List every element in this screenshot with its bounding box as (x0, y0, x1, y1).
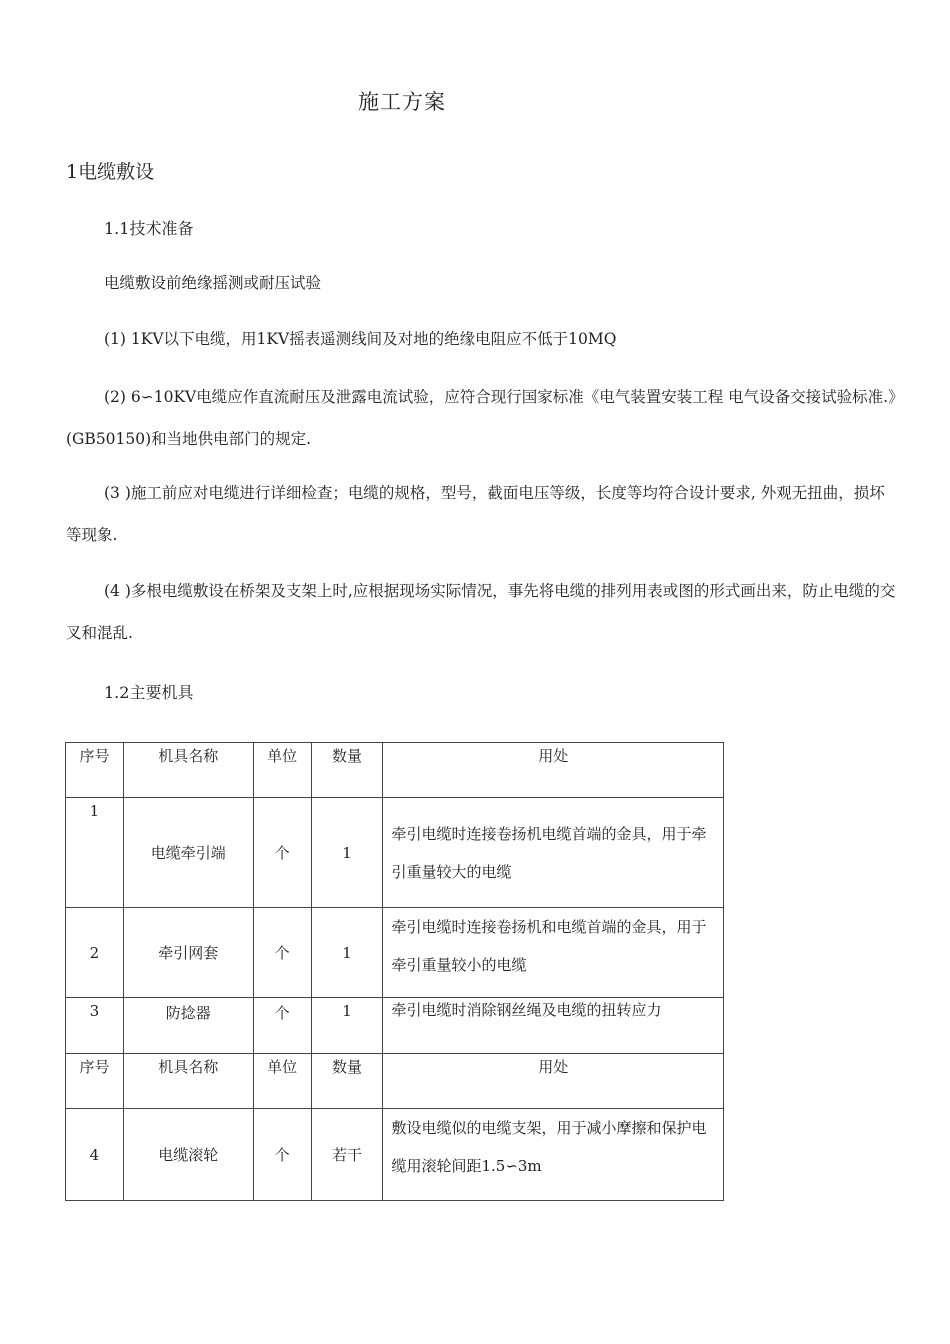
equipment-table (65, 742, 724, 1201)
header-index: 序号 (66, 1054, 124, 1109)
row-unit: 个 (253, 998, 311, 1054)
header-qty: 数量 (311, 1054, 383, 1109)
table-row (66, 998, 724, 1054)
item-1: (1) 1KV以下电缆，用1KV摇表遥测线间及对地的绝缘电阻应不低于10MQ (104, 330, 617, 348)
row-index: 2 (66, 908, 124, 998)
row-name: 防捻器 (123, 998, 253, 1054)
row-unit: 个 (253, 908, 311, 998)
section-heading-1-1: 1.1技术准备 (104, 219, 194, 238)
table-header-row (66, 743, 724, 798)
header-usage: 用处 (383, 743, 724, 798)
table-row (66, 1109, 724, 1201)
section-heading-1-2: 1.2主要机具 (104, 683, 194, 702)
header-unit: 单位 (253, 1054, 311, 1109)
row-usage: 牵引电缆时消除钢丝绳及电缆的扭转应力 (383, 998, 724, 1054)
row-name: 牵引网套 (123, 908, 253, 998)
header-qty: 数量 (311, 743, 383, 798)
row-usage: 敷设电缆似的电缆支架，用于减小摩擦和保护电缆用滚轮间距1.5∽3m (383, 1109, 724, 1201)
item-2: (2) 6∽10KV电缆应作直流耐压及泄露电流试验，应符合现行国家标准《电气装置安装工程 电气设备交接试验标准.》(GB50150)和当地供电部门的规定. (66, 388, 896, 448)
table-row (66, 908, 724, 998)
item-3: (3 )施工前应对电缆进行详细检查；电缆的规格，型号，截面电压等级，长度等均符合设计要求, 外观无扭曲，损坏等现象. (66, 484, 885, 544)
header-name: 机具名称 (123, 1054, 253, 1109)
section-heading-1: 1电缆敷设 (66, 161, 155, 183)
header-index: 序号 (66, 743, 124, 798)
header-name: 机具名称 (123, 743, 253, 798)
header-usage: 用处 (383, 1054, 724, 1109)
row-name: 电缆滚轮 (123, 1109, 253, 1201)
table-row (66, 798, 724, 908)
item-4: (4 )多根电缆敷设在桥架及支架上时,应根据现场实际情况，事先将电缆的排列用表或图的形式画出来，防止电缆的交叉和混乱. (66, 582, 896, 642)
table-header-row-repeat (66, 1054, 724, 1109)
row-qty: 1 (311, 908, 383, 998)
row-usage: 牵引电缆时连接卷扬机电缆首端的金具，用于牵引重量较大的电缆 (383, 798, 724, 908)
header-unit: 单位 (253, 743, 311, 798)
intro-paragraph: 电缆敷设前绝缘摇测或耐压试验 (104, 274, 322, 292)
row-usage: 牵引电缆时连接卷扬机和电缆首端的金具，用于牵引重量较小的电缆 (383, 908, 724, 998)
row-qty: 若干 (311, 1109, 383, 1201)
page-title: 施工方案 (358, 90, 446, 114)
row-qty: 1 (311, 998, 383, 1054)
row-name: 电缆牵引端 (123, 798, 253, 908)
row-qty: 1 (311, 798, 383, 908)
row-index: 3 (66, 998, 124, 1054)
row-unit: 个 (253, 1109, 311, 1201)
row-index: 4 (66, 1109, 124, 1201)
row-index: 1 (66, 798, 124, 908)
row-unit: 个 (253, 798, 311, 908)
